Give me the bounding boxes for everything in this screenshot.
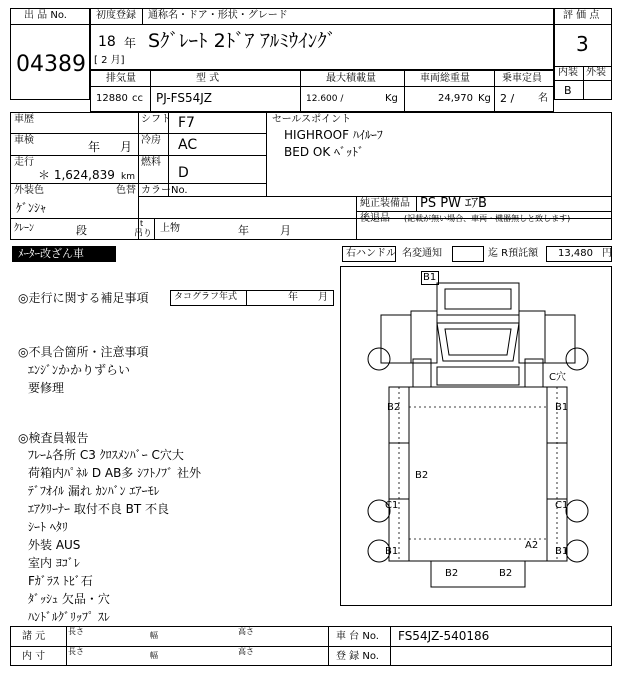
mileage-value: ＊ 1,624,839 xyxy=(38,168,115,182)
diagram-code: B1 xyxy=(385,546,399,557)
reg-year: 18 xyxy=(98,34,116,50)
sales-points-label: セールスポイント xyxy=(272,114,352,125)
damage-diagram xyxy=(340,266,612,606)
model-name: Sｸﾞﾚｰﾄ 2ﾄﾞｱ ｱﾙﾐｳｲﾝｸﾞ xyxy=(148,30,337,52)
model-code: PJ-FS54JZ xyxy=(156,91,213,105)
ext-color-value: ｹﾞﾝｼｬ xyxy=(16,201,47,215)
upper-label: 上物 xyxy=(160,223,180,234)
defect-line-1: ｴﾝｼﾞﾝかかりずらい xyxy=(28,363,131,377)
name-change-box xyxy=(452,246,484,262)
recycle-unit: 円 xyxy=(602,248,612,259)
shift-value: F7 xyxy=(178,115,195,131)
equipment-value: PS PW ｴｱB xyxy=(420,196,487,211)
mileage-unit: km xyxy=(121,172,135,182)
fuel-label: 燃料 xyxy=(141,157,161,168)
inner-length-label: 長さ xyxy=(68,647,84,656)
grade-value: 3 xyxy=(576,32,589,56)
meter-tamper-badge: ﾒｰﾀｰ改ざん車 xyxy=(12,246,116,262)
inspector-line: ﾃﾞﾌｵｲﾙ 漏れ ｶﾝﾊﾞﾝ ｴｱｰﾓﾚ xyxy=(28,484,160,498)
inspector-line: ﾀﾞｯｼｭ 欠品・穴 xyxy=(28,592,110,606)
diagram-code: B2 xyxy=(387,402,401,413)
recycle-value: 13,480 xyxy=(558,248,593,259)
crane-label: ｸﾚｰﾝ xyxy=(14,223,34,234)
lot-number: 04389 xyxy=(16,52,86,77)
max-load-label: 最大積載量 xyxy=(326,73,376,84)
interior-grade: B xyxy=(564,84,572,97)
mileage-label: 走行 xyxy=(14,157,34,168)
exterior-label: 外装 xyxy=(586,67,606,78)
lot-no-label: 出 品 No. xyxy=(24,10,67,21)
chassis-label: 車 台 No. xyxy=(336,631,379,642)
chassis-number: FS54JZ-540186 xyxy=(398,629,490,643)
diagram-code: C穴 xyxy=(549,372,566,383)
aftermarket-note: (記載が無い場合、車両・機器無しと致します) xyxy=(404,214,571,223)
reg-year-unit: 年 xyxy=(124,36,137,50)
inspection-label: 車検 xyxy=(14,135,34,146)
first-reg-label: 初度登録 xyxy=(96,10,136,21)
gross-weight-value: 24,970 xyxy=(438,93,473,104)
ac-value: AC xyxy=(178,137,198,153)
color-no-label: カラーNo. xyxy=(141,185,188,196)
inspector-line: ﾊﾝﾄﾞﾙｸﾞﾘｯﾌﾟ ｽﾚ xyxy=(28,610,110,624)
inner-dims-label: 内 寸 xyxy=(22,651,46,662)
diagram-code: B1 xyxy=(423,272,437,283)
aftermarket-label: 後退品 xyxy=(360,213,390,224)
crane-stage: 段 xyxy=(76,224,87,237)
capacity-label: 乗車定員 xyxy=(502,73,542,84)
diagram-code: B2 xyxy=(415,470,429,481)
diagram-code: C1 xyxy=(555,500,569,511)
tacho-month: 月 xyxy=(318,292,328,303)
tachograph-label: タコグラフ年式 xyxy=(174,292,238,302)
gross-weight-unit: Kg xyxy=(478,93,491,104)
tacho-year: 年 xyxy=(288,292,298,303)
name-change-label: 名変通知 xyxy=(402,248,442,259)
capacity-value: 2 / xyxy=(500,92,515,105)
inspector-line: 荷箱内ﾊﾟﾈﾙ D AB多 ｼﾌﾄﾉﾌﾞ 社外 xyxy=(28,466,201,480)
inspector-line: ﾌﾚｰﾑ各所 C3 ｸﾛｽﾒﾝﾊﾞｰ C穴大 xyxy=(28,448,184,462)
dims-label: 諸 元 xyxy=(22,631,46,642)
color-change-label: 色替 xyxy=(116,185,136,196)
max-load-value: 12.600 / xyxy=(306,94,344,104)
recycle-label: 迄 R預託額 xyxy=(488,248,539,259)
ext-color-label: 外装色 xyxy=(14,185,44,196)
gross-weight-label: 車両総重量 xyxy=(420,73,470,84)
displacement-value: 12880 xyxy=(96,93,128,104)
inspector-line: ｼｰﾄ ﾍﾀﾘ xyxy=(28,520,68,534)
inner-height-label: 高さ xyxy=(238,647,254,656)
name-label: 通称名・ドア・形状・グレード xyxy=(148,10,288,21)
inspector-line: ｴｱｸﾘｰﾅｰ 取付不良 BT 不良 xyxy=(28,502,170,516)
diagram-code: B2 xyxy=(499,568,513,579)
inspector-line: Fｶﾞﾗｽ ﾄﾋﾞ石 xyxy=(28,574,93,588)
sales-point-line-1: HIGHROOF ﾊｲﾙｰﾌ xyxy=(284,128,383,142)
inner-width-label: 幅 xyxy=(150,651,158,660)
capacity-unit: 名 xyxy=(538,93,548,104)
inspector-line: 室内 ﾖｺﾞﾚ xyxy=(28,556,80,570)
steering-value: 右ハンドル xyxy=(346,248,396,259)
width-label: 幅 xyxy=(150,631,158,640)
upper-month: 月 xyxy=(280,224,291,237)
inspection-month: 月 xyxy=(120,140,133,154)
inspection-year: 年 xyxy=(88,140,101,154)
inspector-header: ◎検査員報告 xyxy=(18,431,89,445)
displacement-unit: cc xyxy=(132,93,143,104)
crane-hang: 吊り xyxy=(134,229,153,239)
registration-label: 登 録 No. xyxy=(336,651,379,662)
length-label: 長さ xyxy=(68,627,84,636)
model-label: 型 式 xyxy=(196,73,220,84)
diagram-code: B2 xyxy=(445,568,459,579)
reg-month: [ 2 月] xyxy=(94,55,125,66)
shift-label: シフト xyxy=(141,114,171,125)
sales-point-line-2: BED OK ﾍﾞｯﾄﾞ xyxy=(284,145,364,159)
height-label: 高さ xyxy=(238,627,254,636)
diagram-code: A2 xyxy=(525,540,539,551)
displacement-label: 排気量 xyxy=(106,73,136,84)
diagram-code: C1 xyxy=(385,500,399,511)
upper-year: 年 xyxy=(238,224,249,237)
max-load-unit: Kg xyxy=(385,93,398,104)
truck-outline-diagram xyxy=(341,267,613,607)
diagram-code: B1 xyxy=(555,402,569,413)
defects-header: ◎不具合箇所・注意事項 xyxy=(18,345,149,359)
driving-notes-header: ◎走行に関する補足事項 xyxy=(18,291,149,305)
interior-label: 内装 xyxy=(558,67,578,78)
history-label: 車歴 xyxy=(14,114,34,125)
equipment-label: 純正装備品 xyxy=(360,198,410,209)
diagram-code: B1 xyxy=(555,546,569,557)
defect-line-2: 要修理 xyxy=(28,381,65,395)
ac-label: 冷房 xyxy=(141,135,161,146)
grade-label: 評 価 点 xyxy=(563,10,600,21)
crane-ton: t xyxy=(140,219,144,228)
inspector-line: 外装 AUS xyxy=(28,538,81,552)
fuel-value: D xyxy=(178,165,189,181)
